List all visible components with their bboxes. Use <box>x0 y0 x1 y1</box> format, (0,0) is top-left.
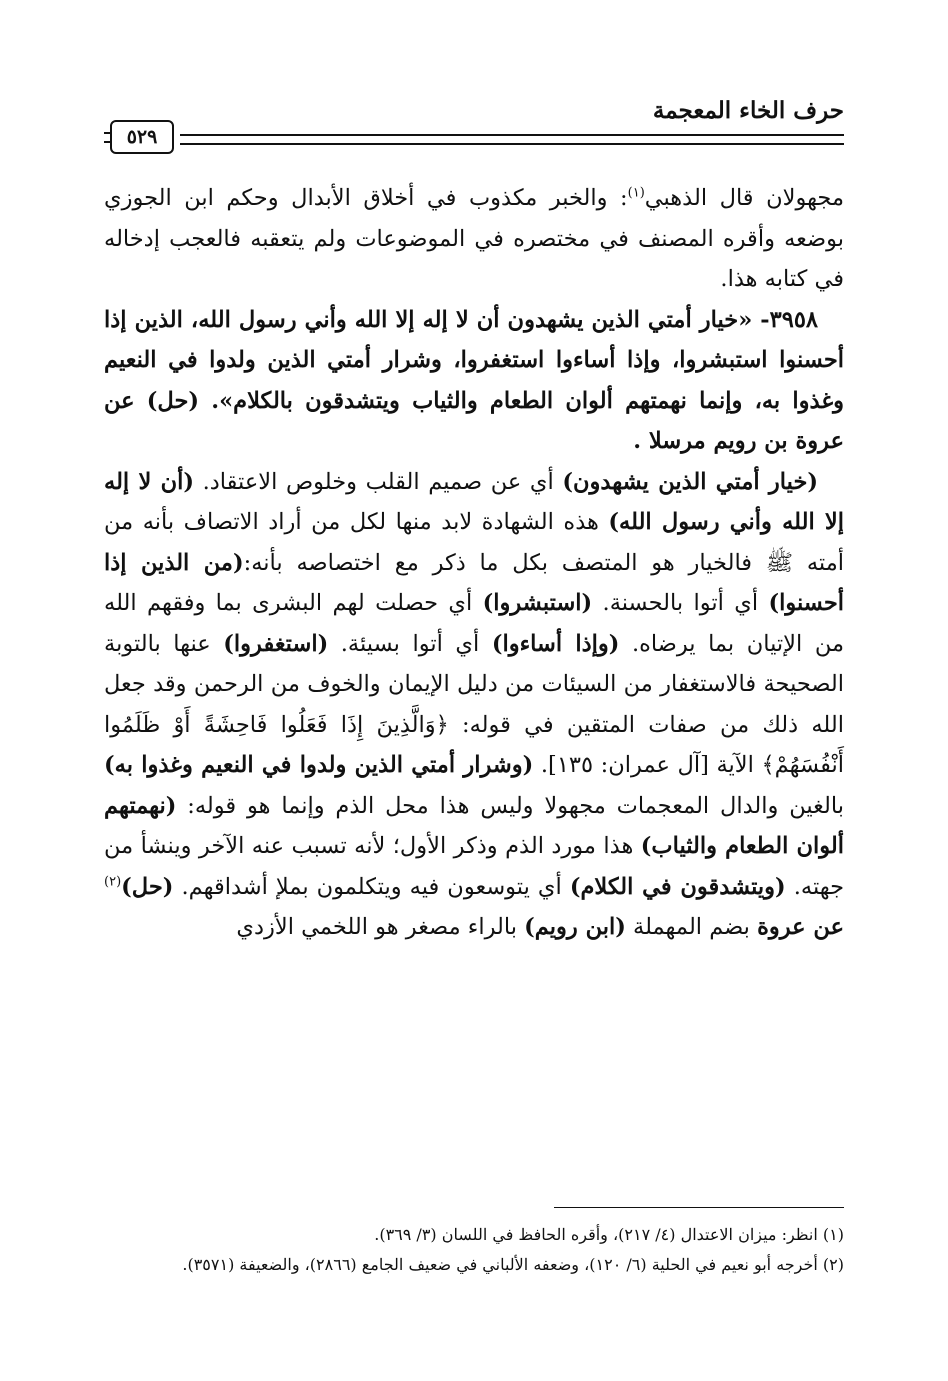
commentary-phrase: (وإذا أساءوا) <box>491 630 620 657</box>
commentary-phrase: عن عروة <box>757 914 844 940</box>
commentary-text: أي يتوسعون فيه ويتكلمون بملإ أشداقهم. <box>173 873 570 900</box>
commentary-phrase: (من الذين إذا أحسنوا) <box>104 549 844 616</box>
commentary-phrase: (خيار أمتي الذين يشهدون) <box>562 468 818 495</box>
commentary-phrase: (نهمتهم ألوان الطعام والثياب) <box>104 792 844 859</box>
page-number: ٥٢٩ <box>110 120 174 154</box>
page-header <box>104 96 844 156</box>
footnote-separator <box>554 1207 844 1208</box>
commentary-phrase: (أن لا إله إلا الله وأني رسول الله) <box>104 468 845 535</box>
commentary-text: عنها بالتوبة الصحيحة فالاستغفار من السيئات من دليل الإيمان والخوف من الرحمن وقد جعل الله ذلك من صفات المتقين في قوله: ﴿وَالَّذِينَ إِذَا فَعَلُوا فَاحِشَةً أَوْ ظَلَمُوا أَنْفُسَهُمْ﴾ الآية [آل عمران: ١٣٥]. <box>104 630 844 778</box>
paragraph-intro <box>104 178 844 300</box>
footnote-2: (٢) أخرجه أبو نعيم في الحلية (٦/ ١٢٠)، وضعفه الألباني في ضعيف الجامع (٢٨٦٦)، والضعيفة (٣٥٧١). <box>182 1255 844 1274</box>
footnote-ref-2: (٢) <box>104 874 122 889</box>
commentary-text: بضم المهملة <box>625 914 758 940</box>
commentary-text: أي أتوا بالحسنة. <box>592 590 769 616</box>
commentary-text: أي عن صميم القلب وخلوص الاعتقاد. <box>194 468 563 495</box>
commentary-phrase: (استبشروا) <box>482 590 593 616</box>
commentary-text: هذا مورد الذم وذكر الأول؛ لأنه تسبب عنه الآخر وينشأ من جهته. <box>104 833 845 900</box>
commentary-phrase: (ابن رويم) <box>524 914 626 940</box>
header-rule-tail <box>104 132 110 143</box>
commentary-text: هذه الشهادة لابد منها لكل من أراد الاتصاف بأنه من أمته ﷺ فالخيار هو المتصف بكل ما ذكر مع اختصاصه بأنه: <box>104 509 844 576</box>
commentary-text: أي حصلت لهم البشرى بما وفقهم الله من الإتيان بما يرضاه. <box>104 590 844 657</box>
footnote-ref-1: (١) <box>627 185 645 201</box>
running-title: حرف الخاء المعجمة <box>652 97 844 124</box>
intro-text: مجهولان قال الذهبي <box>644 185 845 211</box>
commentary-phrase: (استغفروا) <box>223 630 329 657</box>
footnotes <box>104 1220 844 1280</box>
header-double-rule <box>180 134 844 145</box>
hadith-paragraph <box>104 300 844 462</box>
commentary-text: بالغين والدال المعجمات مجهولا وليس هذا محل الذم وإنما هو قوله: <box>176 792 844 819</box>
commentary-text: أي أتوا بسيئة. <box>328 630 492 657</box>
footnote-1: (١) انظر: ميزان الاعتدال (٤/ ٢١٧)، وأقره الحافظ في اللسان (٣/ ٣٦٩). <box>374 1225 844 1244</box>
commentary-phrase: (ويتشدقون في الكلام) <box>569 873 786 900</box>
commentary-text: بالراء مصغر هو اللخمي الأزدي <box>236 914 525 940</box>
intro-text-rest: : والخبر مكذوب في أخلاق الأبدال وحكم ابن الجوزي بوضعه وأقره المصنف في مختصره في الموضوعات ولم يتعقبه فالعجب إدخاله في كتابه هذا. <box>104 185 844 292</box>
main-text <box>104 178 844 948</box>
hadith-text: ٣٩٥٨- «خيار أمتي الذين يشهدون أن لا إله إلا الله وأني رسول الله، الذين إذا أحسنوا استبشروا، وإذا أساءوا استغفروا، وشرار أمتي الذين ولدوا في النعيم وغذوا به، وإنما نهمتهم ألوان الطعام والثياب ويتشدقون بالكلام». (حل) عن عروة بن رويم مرسلا . <box>104 306 844 454</box>
commentary-paragraph <box>104 462 844 948</box>
commentary-phrase: (حل) <box>121 873 174 900</box>
commentary-phrase: (وشرار أمتي الذين ولدوا في النعيم وغذوا به) <box>104 752 534 778</box>
